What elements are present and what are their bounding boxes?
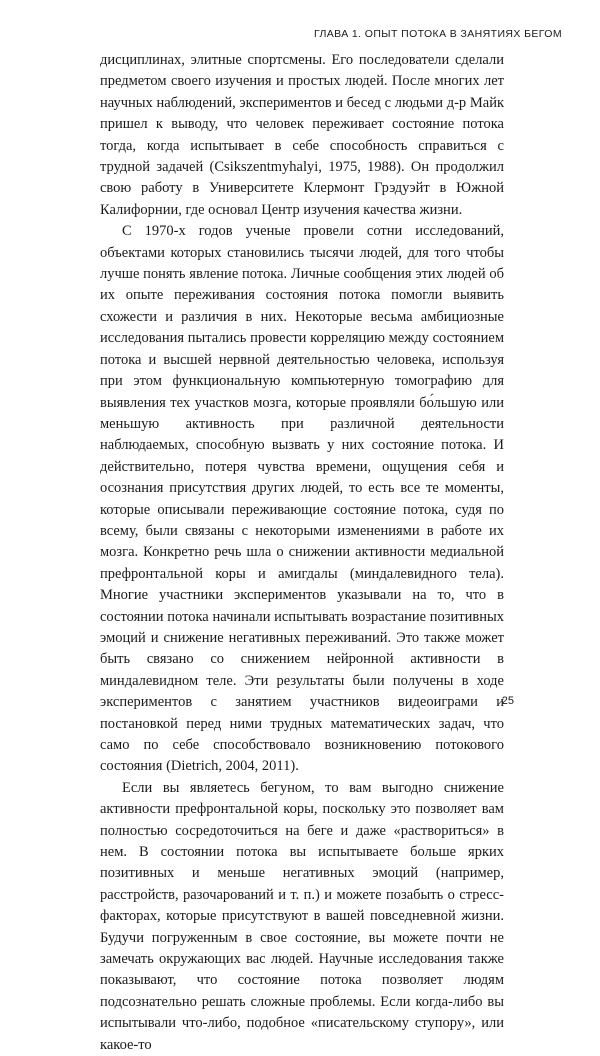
page-number: 25 — [501, 695, 514, 707]
paragraph-continued: дисциплинах, элитные спортсмены. Его последователи сделали предметом своего изучения и простых людей. После многих лет научных наблюдений, экспериментов и бесед с людьми д-р Майк пришел к выводу, что человек переживает состояние потока тогда, когда испытывает в себе способность справиться с трудной задачей (Csikszentmyhalyi, 1975, 1988). Он продолжил свою работу в Университете Клермонт Грэдуэйт в Южной Калифорнии, где основал Центр изучения качества жизни. — [100, 52, 504, 218]
body-text — [100, 50, 504, 1056]
paragraph-research-history: С 1970-х годов ученые провели сотни исследований, объектами которых становились тысячи людей, для того чтобы лучше понять явление потока. Личные сообщения этих людей об их опыте переживания состояния потока помогли выявить схожести и различия в них. Некоторые весьма амбициозные исследования пытались провести корреляцию между состоянием потока и высшей нервной деятельностью человека, используя при этом функциональную компьютерную томографию для выявления тех участков мозга, которые проявляли бо́льшую или меньшую активность при различной деятельности наблюдаемых, способную вызвать у них состояние потока. И действительно, потеря чувства времени, ощущения себя и осознания присутствия других людей, то есть все те моменты, которые описывали переживающие состояние потока, судя по всему, были связаны с некоторыми изменениями в работе их мозга. Конкретно речь шла о снижении активности медиальной префронтальной коры и амигдалы (миндалевидного тела). Многие участники экспериментов указывали на то, что в состоянии потока начинали испытывать возрастание позитивных эмоций и снижение негативных переживаний. Это также может быть связано со снижением нейронной активности в миндалевидном теле. Эти результаты были получены в ходе экспериментов с занятием участников видеоиграми и постановкой перед ними трудных математических задач, что само по себе способствовало возникновению потокового состояния (Dietrich, 2004, 2011). — [100, 223, 504, 775]
running-head: ГЛАВА 1. ОПЫТ ПОТОКА В ЗАНЯТИЯХ БЕГОМ — [313, 28, 562, 40]
paragraph-runners: Если вы являетесь бегуном, то вам выгодно снижение активности префронтальной коры, поскольку это позволяет вам полностью сосредоточиться на беге и даже «раствориться» в нем. В состоянии потока вы испытываете больше ярких позитивных и меньше негативных эмоций (например, расстройств, разочарований и т. п.) и можете позабыть о стресс-факторах, которые присутствуют в вашей повседневной жизни. Будучи погруженным в свое состояние, вы можете почти не замечать окружающих вас людей. Научные исследования также показывают, что состояние потока позволяет людям подсознательно решать сложные проблемы. Если когда-либо вы испытывали что-либо, подобное «писательскому ступору», или какое-то — [100, 779, 504, 1053]
